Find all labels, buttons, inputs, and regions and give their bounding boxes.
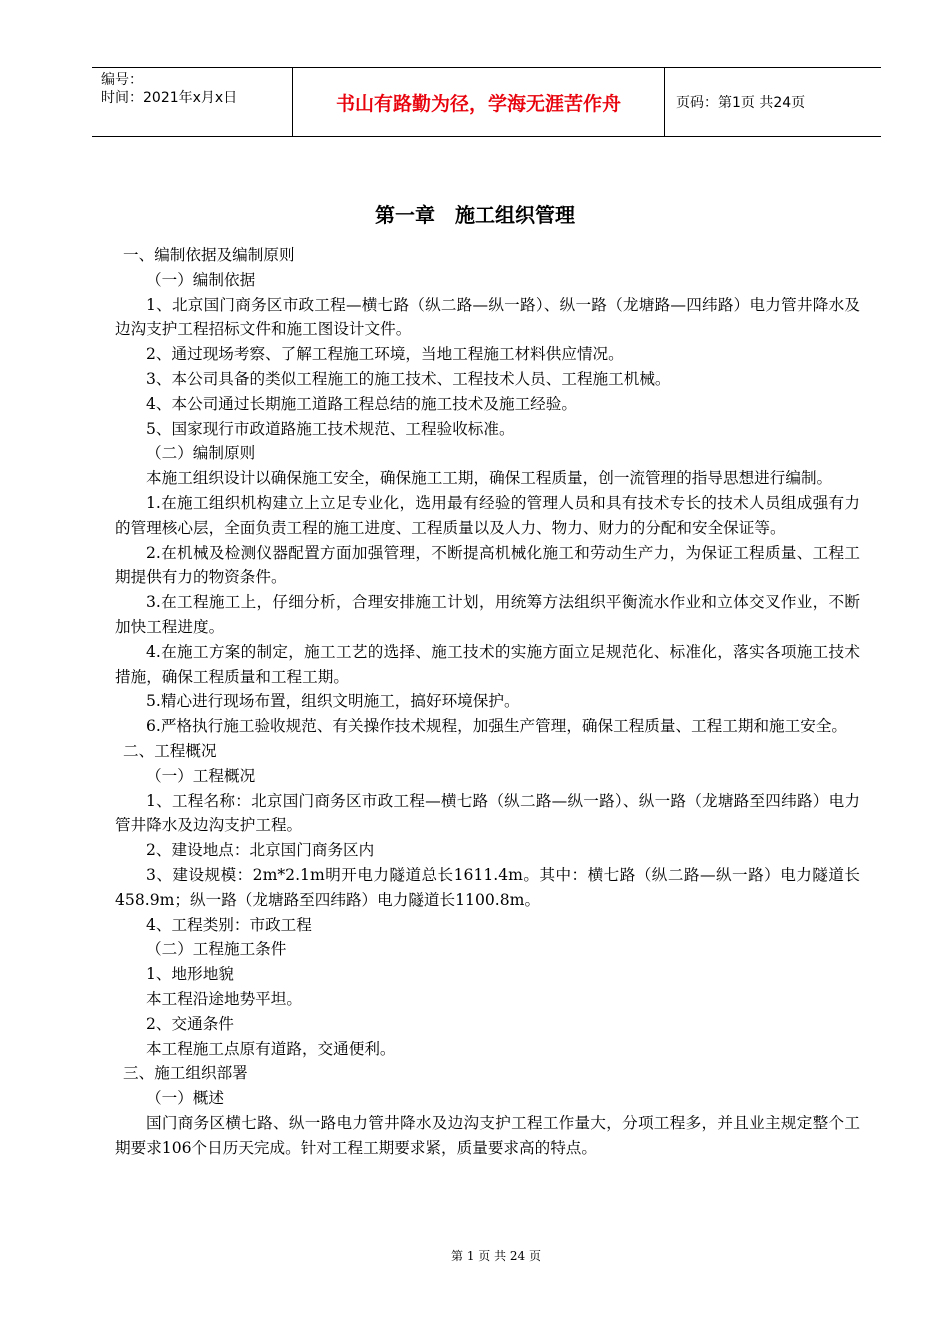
paragraph: 2、通过现场考察、了解工程施工环境，当地工程施工材料供应情况。	[146, 345, 624, 364]
paragraph: 4.在施工方案的制定，施工工艺的选择、施工技术的实施方面立足规范化、标准化，落实各项施工技术措施，确保工程质量和工程工期。	[115, 642, 860, 686]
paragraph: 三、施工组织部署	[123, 1064, 248, 1083]
paragraph: （一）工程概况	[146, 766, 256, 785]
paragraph: （二）工程施工条件	[146, 940, 287, 959]
paragraph: 1、北京国门商务区市政工程—横七路（纵二路—纵一路）、纵一路（龙塘路—四纬路）电力管井降水及边沟支护工程招标文件和施工图设计文件。	[115, 295, 860, 339]
paragraph: 1、地形地貌	[146, 965, 234, 984]
paragraph: 二、工程概况	[123, 741, 217, 760]
chapter-title: 第一章 施工组织管理	[375, 203, 575, 227]
paragraph: 本工程沿途地势平坦。	[146, 989, 302, 1008]
paragraph: 一、编制依据及编制原则	[123, 246, 295, 264]
paragraph: 5.精心进行现场布置，组织文明施工，搞好环境保护。	[146, 692, 520, 711]
header-meta	[92, 68, 293, 136]
document-body	[115, 243, 860, 1160]
page-header	[92, 67, 881, 137]
paragraph: 1.在施工组织机构建立上立足专业化，选用最有经验的管理人员和具有技术专长的技术人员组成强有力的管理核心层，全面负责工程的施工进度、工程质量以及人力、物力、财力的分配和安全保证等。	[115, 493, 860, 537]
paragraph: 2、交通条件	[146, 1014, 234, 1033]
paragraph: 2、建设地点：北京国门商务区内	[146, 841, 375, 860]
paragraph: 5、国家现行市政道路施工技术规范、工程验收标准。	[146, 419, 515, 438]
paragraph: 3、本公司具备的类似工程施工的施工技术、工程技术人员、工程施工机械。	[146, 369, 671, 388]
paragraph: 4、工程类别：市政工程	[146, 915, 312, 934]
paragraph: （一）编制依据	[146, 270, 256, 289]
document-number-label: 编号：	[101, 72, 143, 88]
paragraph: 3、建设规模：2m*2.1m明开电力隧道总长1611.4m。其中：横七路（纵二路—纵一路）电力隧道长458.9m；纵一路（龙塘路至四纬路）电力隧道长1100.8m。	[115, 865, 860, 909]
header-page-info: 页码：第1页 共24页	[676, 95, 806, 111]
page-footer: 第 1 页 共 24 页	[451, 1249, 541, 1263]
document-time-label: 时间：2021年x月x日	[101, 90, 238, 106]
paragraph: 国门商务区横七路、纵一路电力管井降水及边沟支护工程工作量大，分项工程多，并且业主规定整个工期要求106个日历天完成。针对工程工期要求紧，质量要求高的特点。	[115, 1113, 860, 1157]
paragraph: 4、本公司通过长期施工道路工程总结的施工技术及施工经验。	[146, 394, 577, 413]
paragraph: （二）编制原则	[146, 444, 256, 463]
paragraph: 本施工组织设计以确保施工安全，确保施工工期，确保工程质量，创一流管理的指导思想进行编制。	[146, 469, 833, 488]
paragraph: 本工程施工点原有道路，交通便利。	[146, 1039, 396, 1058]
paragraph: 1、工程名称：北京国门商务区市政工程—横七路（纵二路—纵一路）、纵一路（龙塘路至四纬路）电力管井降水及边沟支护工程。	[115, 791, 860, 835]
paragraph: 6.严格执行施工验收规范、有关操作技术规程，加强生产管理，确保工程质量、工程工期和施工安全。	[146, 717, 848, 736]
header-motto: 书山有路勤为径，学海无涯苦作舟	[293, 68, 665, 136]
paragraph: 2.在机械及检测仪器配置方面加强管理，不断提高机械化施工和劳动生产力，为保证工程质量、工程工期提供有力的物资条件。	[115, 543, 860, 587]
paragraph: 3.在工程施工上，仔细分析，合理安排施工计划，用统筹方法组织平衡流水作业和立体交叉作业，不断加快工程进度。	[115, 593, 860, 636]
paragraph: （一）概述	[146, 1089, 224, 1108]
